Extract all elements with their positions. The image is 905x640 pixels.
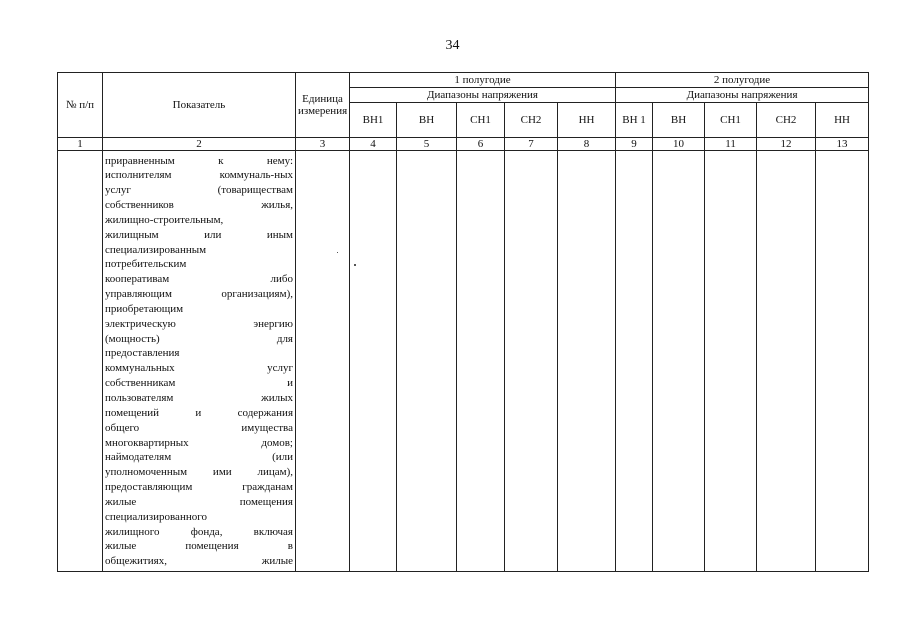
- value-cell: [816, 151, 869, 572]
- unit-cell: [296, 151, 350, 572]
- indicator-text-line: жилищным или иным: [105, 228, 293, 241]
- column-number: 7: [505, 138, 558, 151]
- indicator-text-line: многоквартирных домов;: [105, 436, 293, 449]
- value-cell: [653, 151, 705, 572]
- indicator-text-line: общежитиях, жилые: [105, 555, 293, 568]
- indicator-text-line: собственникам и: [105, 377, 293, 390]
- indicator-text-line: приравненным к нему:: [105, 154, 293, 167]
- column-number: 2: [103, 138, 296, 151]
- value-cell: [757, 151, 816, 572]
- column-number: 12: [757, 138, 816, 151]
- header-ranges-1: Диапазоны напряжения: [350, 88, 616, 103]
- header-num: № п/п: [58, 73, 103, 138]
- scan-speck: [354, 264, 356, 266]
- value-cell: [397, 151, 457, 572]
- header-col-nn-h2: НН: [816, 103, 869, 138]
- indicator-text-line: приобретающим: [105, 302, 184, 315]
- header-col-sn2: СН2: [505, 103, 558, 138]
- header-col-sn1: СН1: [457, 103, 505, 138]
- indicator-text-line: предоставления: [105, 347, 180, 360]
- indicator-text-line: жилищно-строительным,: [105, 213, 224, 226]
- page-number: 34: [445, 38, 460, 53]
- column-number: 4: [350, 138, 397, 151]
- header-unit: Единица измерения: [296, 73, 350, 138]
- indicator-text-line: (мощность) для: [105, 332, 293, 345]
- header-half-2: 2 полугодие: [616, 73, 869, 88]
- tariff-table: [57, 72, 869, 572]
- header-col-sn2-h2: СН2: [757, 103, 816, 138]
- indicator-text-line: пользователям жилых: [105, 392, 293, 404]
- header-half-1: 1 полугодие: [350, 73, 616, 88]
- column-number: 13: [816, 138, 869, 151]
- column-number: 5: [397, 138, 457, 151]
- value-cell: [350, 151, 397, 572]
- header-col-nn: НН: [558, 103, 616, 138]
- indicator-text-line: собственников жилья,: [105, 199, 293, 212]
- value-cell: [616, 151, 653, 572]
- indicator-text-line: кооперативам либо: [105, 273, 293, 286]
- indicator-text-line: управляющим организациям),: [105, 288, 293, 301]
- indicator-text-line: жилые помещения: [105, 495, 293, 508]
- column-number: 9: [616, 138, 653, 151]
- indicator-text-line: общего имущества: [105, 421, 293, 434]
- indicator-text-line: помещений и содержания: [105, 406, 293, 419]
- indicator-text-line: электрическую энергию: [105, 317, 293, 330]
- header-col-vn1: ВН1: [350, 103, 397, 138]
- value-cell: [705, 151, 757, 572]
- indicator-text-line: специализированным: [105, 243, 207, 256]
- header-indicator: Показатель: [103, 73, 296, 138]
- value-cell: [457, 151, 505, 572]
- column-number: 6: [457, 138, 505, 151]
- indicator-text-line: предоставляющим гражданам: [105, 481, 293, 494]
- value-cell: [558, 151, 616, 572]
- indicator-text-line: специализированного: [105, 510, 207, 523]
- value-cell: [505, 151, 558, 572]
- indicator-text-line: уполномоченным ими лицам),: [105, 466, 293, 479]
- column-number: 3: [296, 138, 350, 151]
- column-number: 10: [653, 138, 705, 151]
- column-number-row: [58, 138, 869, 151]
- indicator-text-line: наймодателям (или: [105, 451, 293, 464]
- column-number: 8: [558, 138, 616, 151]
- indicator-text-line: жилищного фонда, включая: [105, 525, 293, 538]
- indicator-text-line: коммунальных услуг: [105, 362, 293, 375]
- header-ranges-2: Диапазоны напряжения: [616, 88, 869, 103]
- header-col-vn1-h2: ВН 1: [616, 103, 653, 138]
- header-col-sn1-h2: СН1: [705, 103, 757, 138]
- table-row: [58, 151, 869, 572]
- indicator-text-line: исполнителям коммуналь-ных: [105, 169, 293, 182]
- indicator-text-line: жилые помещения в: [105, 540, 293, 553]
- row-number-cell: [58, 151, 103, 572]
- header-col-vn-h2: ВН: [653, 103, 705, 138]
- indicator-text-line: услуг (товариществам: [105, 184, 293, 197]
- column-number: 1: [58, 138, 103, 151]
- scan-speck: [337, 252, 338, 253]
- indicator-text-line: потребительским: [105, 258, 187, 271]
- column-number: 11: [705, 138, 757, 151]
- indicator-text-cell: [103, 151, 296, 572]
- header-col-vn: ВН: [397, 103, 457, 138]
